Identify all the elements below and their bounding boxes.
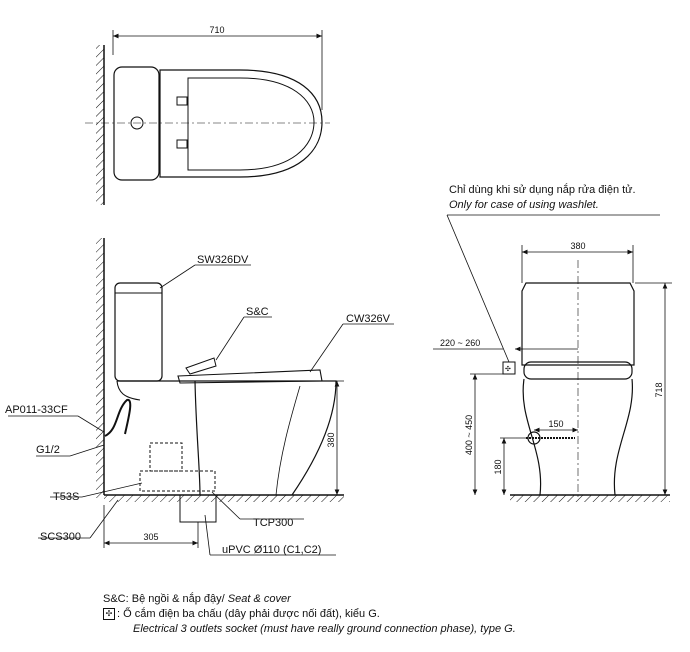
label-valve: AP011-33CF [5, 404, 68, 416]
seat-top-outline [188, 78, 314, 170]
socket-icon: ✣ [103, 608, 115, 620]
legend-socket-en: Electrical 3 outlets socket (must have really ground connection phase), type G. [133, 623, 516, 635]
side-bowl [117, 381, 336, 495]
dim-380-label: 380 [326, 432, 336, 448]
tank-outline [114, 67, 159, 180]
dim-water-height-label: 180 [493, 459, 503, 475]
washlet-note [449, 183, 636, 213]
legend-sc-en: Seat & cover [227, 593, 291, 605]
label-outlet: TCP300 [253, 517, 294, 529]
front-view [433, 215, 672, 502]
legend-sc-abbr: S&C [103, 593, 126, 605]
dim-305-label: 305 [143, 532, 159, 542]
top-view [85, 25, 330, 205]
floor-hatch [104, 495, 344, 502]
dim-socket-offset-label: 220 ~ 260 [440, 338, 481, 348]
legend-socket-vi: Ổ cắm điện ba chấu (dây phải được nối đất), kiểu G. [123, 608, 380, 620]
label-flange: T53S [53, 491, 80, 503]
dim-socket-height-label: 400 ~ 450 [464, 414, 474, 456]
dim-total-height-label: 718 [654, 382, 664, 398]
washlet-note-vi: Chỉ dùng khi sử dụng nắp rửa điện tử. [449, 184, 636, 196]
bowl-top-outline [160, 70, 322, 177]
label-bowl: CW326V [346, 313, 391, 325]
label-drain: uPVC Ø110 (C1,C2) [222, 544, 322, 556]
dim-710-label: 710 [209, 25, 225, 35]
side-tank [115, 283, 162, 381]
legend-sc-vi: Bệ ngồi & nắp đậy/ [131, 593, 225, 605]
label-pipe-thread: G1/2 [36, 444, 60, 456]
label-tank: SW326DV [197, 254, 249, 266]
side-wall-hatch [96, 238, 104, 498]
side-view [5, 238, 394, 556]
dim-front-380-label: 380 [570, 241, 586, 251]
label-sealing: SCS300 [40, 531, 81, 543]
label-seat: S&C [246, 306, 269, 318]
legend-socket: ✣ : Ổ cắm điện ba chấu (dây phải được nối đất), kiểu G. [103, 607, 516, 622]
legend-sc: S&C: Bệ ngồi & nắp đậy/ Seat & cover [103, 593, 291, 605]
front-floor-hatch [510, 495, 670, 502]
washlet-note-en: Only for case of using washlet. [449, 199, 599, 211]
legend [103, 592, 516, 637]
svg-text:✣: ✣ [505, 366, 511, 373]
wall-hatch [96, 45, 104, 205]
dim-water-offset-label: 150 [548, 419, 564, 429]
